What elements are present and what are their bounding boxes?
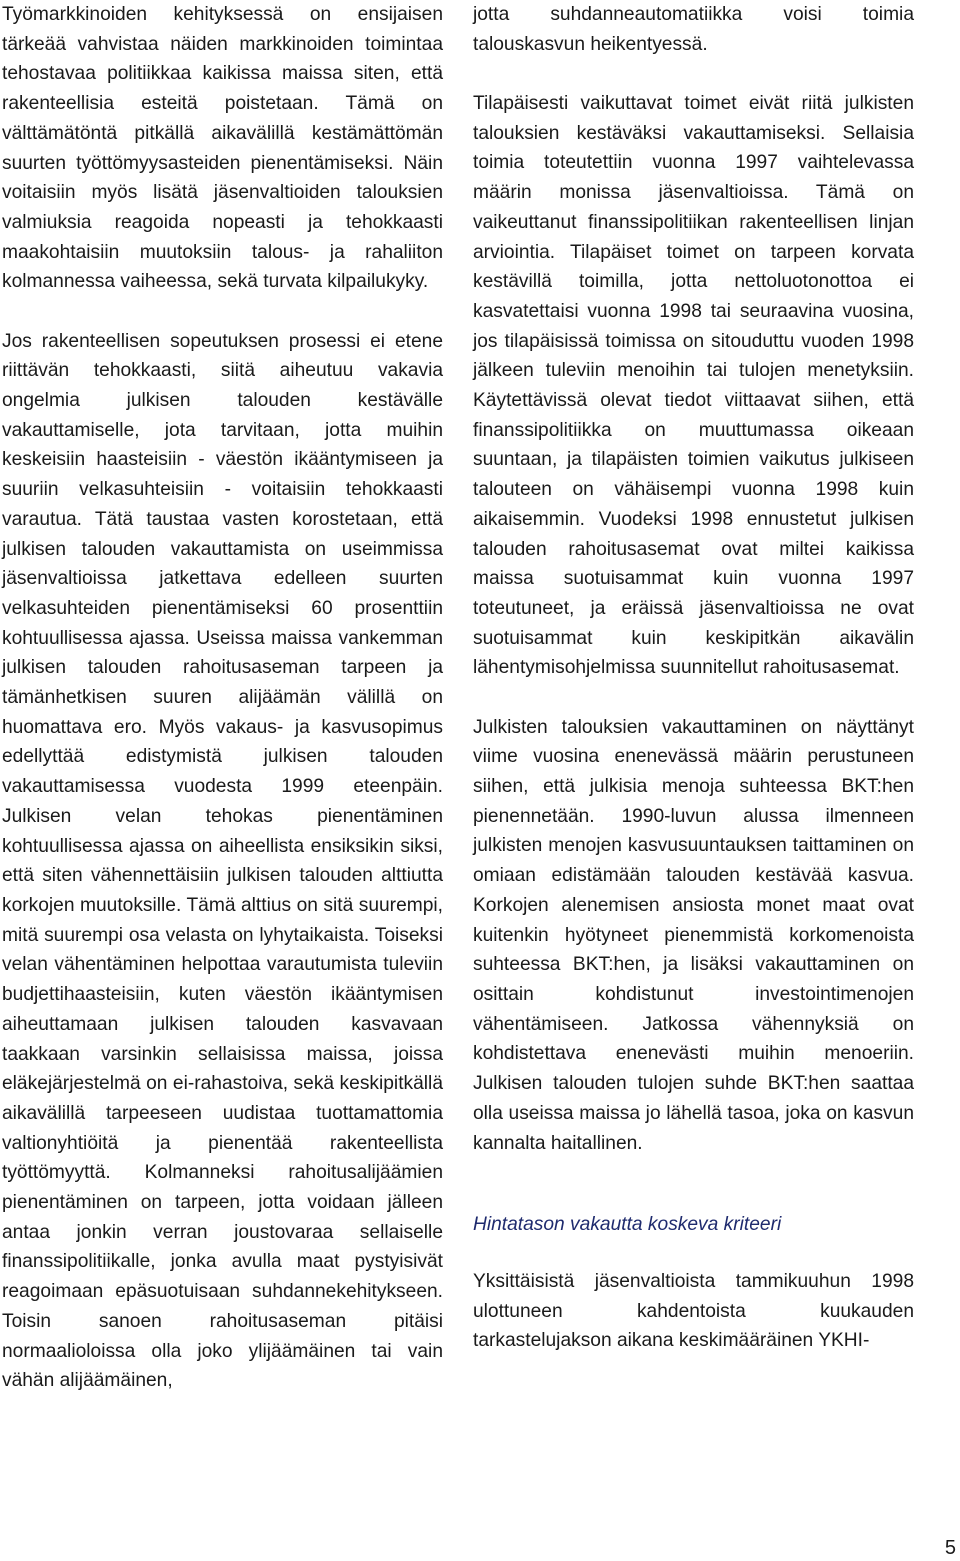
body-paragraph: Julkisten talouksien vakauttaminen on näyttänyt viime vuosina enenevässä määrin perustuneen siihen, että julkisia menoja suhteessa BKT:hen pienennetään. 1990-luvun alussa ilmenneen julkisten menojen kasvusuuntauksen taittaminen on omiaan edistämään talouden kestävää kasvua. Korkojen alenemisen ansiosta monet maat ovat kuitenkin hyötyneet pienemmistä korkomenoista suhteessa BKT:hen, ja lisäksi vakauttaminen on osittain kohdistunut investointimenojen vähentämiseen. Jatkossa vähennyksiä on kohdistettava enenevästi muihin menoeriin. Julkisen talouden tulojen suhde BKT:hen saattaa olla useissa maissa jo lähellä tasoa, joka on kasvun kannalta haitallinen. xyxy=(473,716,914,1154)
page-number: 5 xyxy=(944,1537,956,1559)
body-paragraph: Tilapäisesti vaikuttavat toimet eivät riitä julkisten talouksien kestäväksi vakauttamiseksi. Sellaisia toimia toteutettiin vuonna 1997 vaihtelevassa määrin monissa jäsenvaltioissa. Tämä on vaikeuttanut finanssipolitiikan rakenteellisen linjan arviointia. Tilapäiset toimet on tarpeen korvata kestävillä toimilla, jotta nettoluotonottoa ei kasvatettaisi vuonna 1998 tai seuraavina vuosina, jos tilapäisissä toimissa on sitouduttu vuoden 1998 jälkeen tuleviin menoihin tai tulojen menetyksiin. Käytettävissä olevat tiedot viittaavat siihen, että finanssipolitiikka on muuttumassa oikeaan suuntaan, ja tilapäisten toimien vaikutus julkiseen talouteen on vähäisempi vuonna 1998 kuin aikaisemmin. Vuodeksi 1998 ennustetut julkisen talouden rahoitusasemat ovat miltei kaikissa maissa suotuisammat kuin vuonna 1997 toteutuneet, ja eräissä jäsenvaltioissa ne ovat suotuisammat kuin keskipitkän aikavälin lähentymisohjelmissa suunnitellut rahoitusasemat. xyxy=(473,93,914,679)
body-paragraph: jotta suhdanneautomatiikka voisi toimia talouskasvun heikentyessä. xyxy=(473,4,914,55)
body-paragraph: Työmarkkinoiden kehityksessä on ensijaisen tärkeää vahvistaa näiden markkinoiden toimintaa tehostavaa politiikkaa kaikissa maissa siten, että rakenteellisia esteitä poistetaan. Tämä on välttämätöntä pitkällä aikavälillä kestämättömän suurten työttömyysasteiden pienentämiseksi. Näin voitaisiin myös lisätä jäsenvaltioiden talouksien valmiuksia reagoida nopeasti ja tehokkaasti maakohtaisiin muutoksiin talous- ja rahaliiton kolmannessa vaiheessa, sekä turvata kilpailukyky. xyxy=(2,4,443,293)
right-column xyxy=(473,0,914,1356)
section-heading: Hintatason vakautta koskeva kriteeri xyxy=(473,1214,782,1236)
body-paragraph: Jos rakenteellisen sopeutuksen prosessi ei etene riittävän tehokkaasti, siitä aiheutuu vakavia ongelmia julkisen talouden kestävälle vakauttamiselle, jota tarvitaan, jotta muihin keskeisiin haasteisiin - väestön ikääntymiseen ja suuriin velkasuhteisiin - voitaisiin tehokkaasti varautua. Tätä taustaa vasten korostetaan, että julkisen talouden vakauttamista on useimmissa jäsenvaltioissa jatkettava edelleen suurten velkasuhteiden pienentämiseksi 60 prosenttiin kohtuullisessa ajassa. Useissa maissa vankemman julkisen talouden rahoitusaseman tarpeen ja tämänhetkisen suuren alijäämän välillä on huomattava ero. Myös vakaus- ja kasvusopimus edellyttää edistymistä julkisen talouden vakauttamisessa vuodesta 1999 eteenpäin. Julkisen velan tehokas pienentäminen kohtuullisessa ajassa on aiheellista ensiksikin siksi, että siten vähennettäisiin julkisen talouden alttiutta korkojen muutoksille. Tämä alttius on sitä suurempi, mitä suurempi osa velasta on lyhytaikaista. Toiseksi velan vähentäminen helpottaa varautumista tuleviin budjettihaasteisiin, kuten väestön ikääntymisen aiheuttamaan julkisen talouden kasvavaan taakkaan varsinkin sellaisissa maissa, joissa eläkejärjestelmä on ei-rahastoiva, sekä keskipitkällä aikavälillä tarpeeseen uudistaa tuottamattomia valtionyhtiöitä ja pienentää rakenteellista työttömyyttä. Kolmanneksi rahoitusalijäämien pienentäminen on tarpeen, jotta voidaan jälleen antaa jonkin verran joustovaraa sellaiselle finanssipolitiikalle, jonka avulla maat pystyisivät reagoimaan epäsuotuisaan suhdannekehitykseen. Toisin sanoen rahoitusaseman pitäisi normaalioloissa olla joko ylijäämäinen tai vain vähän alijäämäinen, xyxy=(2,330,443,1392)
body-paragraph: Yksittäisistä jäsenvaltioista tammikuuhun 1998 ulottuneen kahdentoista kuukauden tarkastelujakson aikana keskimääräinen YKHI- xyxy=(473,1270,914,1352)
left-column xyxy=(2,0,443,1396)
